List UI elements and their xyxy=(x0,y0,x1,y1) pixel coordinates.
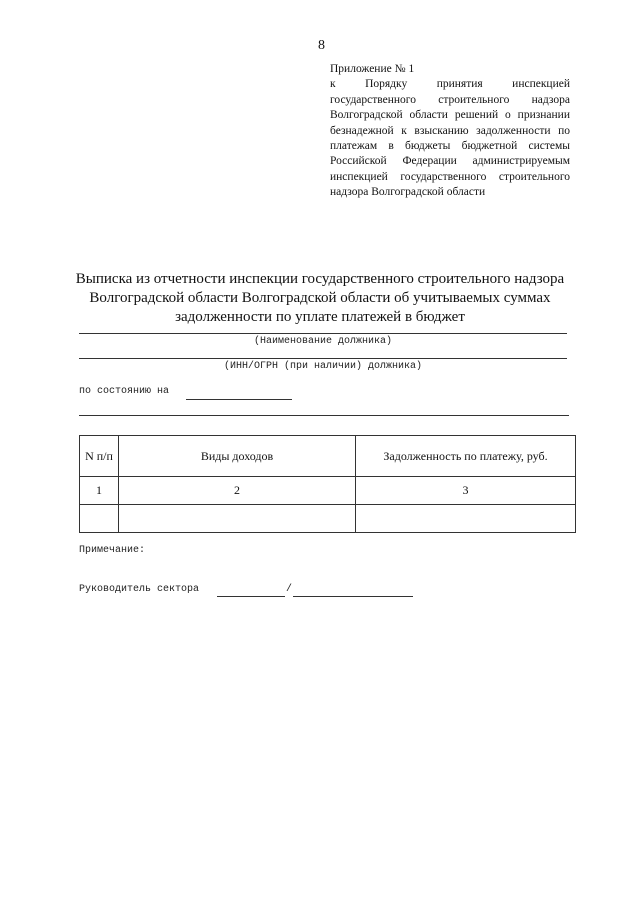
table-cell xyxy=(80,505,119,533)
debtor-name-line xyxy=(79,333,567,334)
inn-caption: (ИНН/ОГРН (при наличии) должника) xyxy=(223,361,423,372)
signature-name-line xyxy=(293,596,413,597)
table-cell: 1 xyxy=(80,477,119,505)
table-cell: 3 xyxy=(356,477,576,505)
header-number: N п/п xyxy=(80,436,119,477)
table-row xyxy=(80,505,576,533)
report-table xyxy=(79,435,576,533)
note-label: Примечание: xyxy=(79,545,146,556)
table-cell: 2 xyxy=(119,477,356,505)
signature-label: Руководитель сектора xyxy=(79,584,200,595)
debtor-name-caption: (Наименование должника) xyxy=(253,336,393,347)
signature-line xyxy=(217,596,285,597)
page-number: 8 xyxy=(318,38,325,53)
appendix-heading: Приложение № 1 xyxy=(330,63,415,75)
separator-line xyxy=(79,415,569,416)
inn-line xyxy=(79,358,567,359)
header-income-types: Виды доходов xyxy=(119,436,356,477)
as-of-label: по состоянию на xyxy=(79,386,170,397)
document-title: Выписка из отчетности инспекции государственного строительного надзора Волгоградской области Волгоградской области об учитываемых суммах задолженности по уплате платежей в бюджет xyxy=(75,271,565,325)
table-cell xyxy=(356,505,576,533)
table-header-row xyxy=(80,436,576,477)
appendix-text: к Порядку принятия инспекцией государственного строительного надзора Волгоградской области решений о признании безнадежной к взысканию задолженности по платежам в бюджеты бюджетной системы Российской Федерации администрируемым инспекцией государственного строительного надзора Волгоградской области xyxy=(330,78,570,199)
table-row xyxy=(80,477,576,505)
signature-separator: / xyxy=(286,584,293,595)
appendix-block xyxy=(330,62,570,201)
as-of-date-line xyxy=(186,399,292,400)
table-cell xyxy=(119,505,356,533)
header-debt-amount: Задолженность по платежу, руб. xyxy=(356,436,576,477)
